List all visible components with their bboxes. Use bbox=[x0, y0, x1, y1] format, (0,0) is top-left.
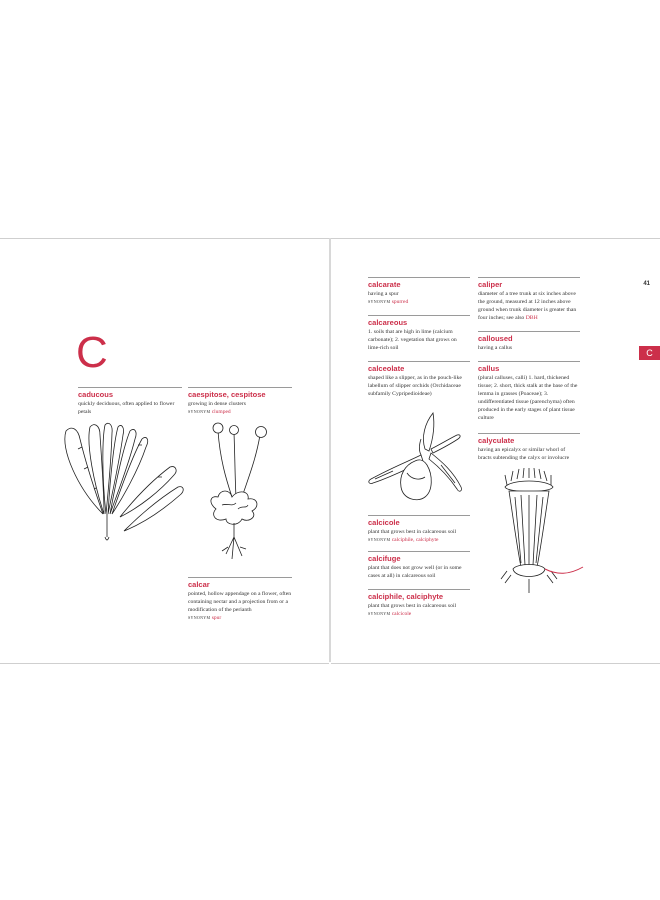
see-also-link[interactable]: DBH bbox=[525, 315, 538, 321]
entry-rule bbox=[478, 277, 580, 278]
synonym-label: synonym bbox=[188, 616, 211, 621]
entry-head: calyculate bbox=[478, 436, 515, 445]
entry-calceolate bbox=[368, 361, 470, 398]
entry-synonym bbox=[368, 610, 470, 619]
entry-rule bbox=[368, 315, 470, 316]
entry-rule bbox=[368, 589, 470, 590]
entry-definition: quickly deciduous, often applied to flower petals bbox=[78, 401, 175, 415]
entry-definition: having an epicalyx or similar whorl of bracts subtending the calyx or involucre bbox=[478, 447, 570, 461]
entry-synonym bbox=[188, 408, 292, 417]
caespitose-plant-illustration bbox=[198, 419, 278, 564]
entry-head: calcifuge bbox=[368, 554, 401, 563]
entry-head: calcar bbox=[188, 580, 210, 589]
entry-head: caducous bbox=[78, 390, 114, 399]
caducous-petals-illustration bbox=[58, 419, 188, 549]
entry-definition: pointed, hollow appendage on a flower, often containing nectar and a projection from or a modification of the perianth bbox=[188, 591, 292, 613]
entry-head: caliper bbox=[478, 280, 503, 289]
entry-calcifuge bbox=[368, 551, 470, 580]
synonym-label: synonym bbox=[368, 538, 391, 543]
synonym-value: calcicole bbox=[391, 611, 412, 617]
synonym-value: calciphile, calciphyte bbox=[391, 537, 439, 543]
entry-caliper bbox=[478, 277, 580, 322]
thumb-tab: C bbox=[639, 346, 660, 360]
entry-definition bbox=[478, 290, 580, 322]
section-letter: C bbox=[76, 328, 108, 377]
entry-definition: having a spur bbox=[368, 291, 399, 297]
calyculate-flowerhead-illustration bbox=[491, 467, 591, 597]
left-page bbox=[0, 238, 329, 664]
entry-calcarate bbox=[368, 277, 470, 307]
entry-head: calloused bbox=[478, 334, 513, 343]
synonym-label: synonym bbox=[368, 612, 391, 617]
entry-definition: plant that grows best in calcareous soil bbox=[368, 603, 457, 609]
entry-definition: shaped like a slipper, as in the pouch-like labellum of slipper orchids (Orchidaceae subfamily Cypripedioideae) bbox=[368, 375, 462, 397]
entry-rule bbox=[478, 433, 580, 434]
entry-caespitose bbox=[188, 387, 292, 417]
entry-rule bbox=[368, 361, 470, 362]
entry-calciphile bbox=[368, 589, 470, 619]
entry-head: calceolate bbox=[368, 364, 405, 373]
entry-synonym bbox=[368, 536, 470, 545]
entry-calloused bbox=[478, 331, 580, 352]
entry-callus bbox=[478, 361, 580, 422]
entry-head: calcareous bbox=[368, 318, 408, 327]
entry-head: caespitose, cespitose bbox=[188, 390, 266, 399]
entry-rule bbox=[478, 361, 580, 362]
slipper-orchid-illustration bbox=[363, 409, 473, 504]
entry-definition: 1. soils that are high in lime (calcium carbonate); 2. vegetation that grows on lime-rich soil bbox=[368, 329, 457, 351]
entry-head: calcicole bbox=[368, 518, 400, 527]
entry-synonym bbox=[188, 614, 292, 623]
entry-definition: (plural calluses, calli) 1. hard, thickened tissue; 2. short, thick stalk at the base of the lemma in grasses (Poaceae); 3. undifferentiated tissue (parenchyma) often produced in the early stages of plant tissue culture bbox=[478, 375, 578, 421]
synonym-label: synonym bbox=[368, 300, 391, 305]
synonym-value: spurred bbox=[391, 299, 409, 305]
entry-definition: plant that does not grow well (or in some cases at all) in calcareous soil bbox=[368, 565, 462, 579]
entry-definition: plant that grows best in calcareous soil bbox=[368, 529, 457, 535]
entry-calcareous bbox=[368, 315, 470, 352]
entry-rule bbox=[478, 331, 580, 332]
entry-head: calciphile, calciphyte bbox=[368, 592, 444, 601]
entry-calyculate bbox=[478, 433, 580, 462]
entry-head: calcarate bbox=[368, 280, 401, 289]
entry-rule bbox=[78, 387, 182, 388]
entry-caducous bbox=[78, 387, 182, 416]
synonym-label: synonym bbox=[188, 410, 211, 415]
entry-rule bbox=[188, 577, 292, 578]
entry-rule bbox=[368, 277, 470, 278]
entry-synonym bbox=[368, 298, 470, 307]
synonym-value: clumped bbox=[211, 409, 231, 415]
entry-definition: having a callus bbox=[478, 345, 513, 351]
entry-definition: growing in dense clusters bbox=[188, 401, 246, 407]
book-spread bbox=[0, 238, 660, 662]
entry-head: callus bbox=[478, 364, 500, 373]
entry-rule bbox=[368, 551, 470, 552]
entry-calcicole bbox=[368, 515, 470, 545]
definition-text: diameter of a tree trunk at six inches above the ground, measured at 12 inches above ground when trunk diameter is greater than four inches; see also bbox=[478, 291, 577, 321]
entry-calcar bbox=[188, 577, 292, 623]
page-number: 41 bbox=[643, 281, 650, 287]
entry-rule bbox=[368, 515, 470, 516]
right-page bbox=[331, 238, 660, 664]
entry-rule bbox=[188, 387, 292, 388]
synonym-value: spur bbox=[211, 615, 222, 621]
